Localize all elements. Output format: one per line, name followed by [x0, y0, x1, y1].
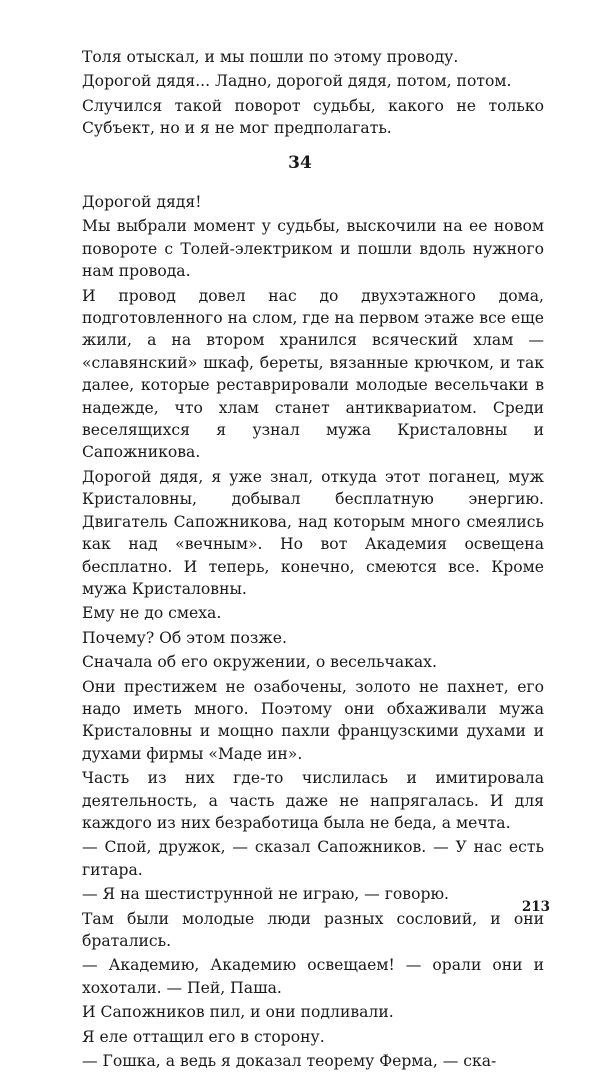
paragraph: — Я на шестиструнной не играю, — говорю. [82, 885, 449, 904]
intro-text [82, 46, 544, 140]
paragraph: Там были молодые люди разных сословий, и они братались. [82, 909, 544, 950]
paragraph: Я еле оттащил его в сторону. [82, 1027, 325, 1046]
paragraph: — Гошка, а ведь я доказал теорему Ферма, — ска- [82, 1052, 497, 1071]
chapter-body [82, 191, 544, 1072]
chapter-number: 34 [288, 153, 312, 173]
paragraph: Ему не до смеха. [82, 604, 222, 623]
paragraph: Мы выбрали момент у судьбы, выскочили на ее новом повороте с Толей-электриком и пошли вдоль нужного нам провода. [82, 217, 544, 281]
paragraph: Почему? Об этом позже. [82, 628, 287, 647]
paragraph: Случился такой поворот судьбы, какого не только Субъект, но и я не мог предполагать. [82, 96, 544, 138]
paragraph: Часть из них где-то числилась и имитировала деятельность, а часть даже не напрягалась. И для каждого из них безработица была не беда, а мечта. [82, 769, 544, 832]
page-number: 213 [521, 899, 550, 915]
paragraph: Дорогой дядя! [82, 193, 202, 211]
paragraph: Дорогой дядя... Ладно, дорогой дядя, потом, потом. [82, 72, 512, 91]
paragraph: Сначала об его окружении, о весельчаках. [82, 653, 437, 672]
paragraph: Они престижем не озабочены, золото не пахнет, его надо иметь много. Поэтому они обхаживали мужа Кристаловны и мощно пахли французскими духами и духами фирмы «Маде ин». [82, 677, 544, 763]
paragraph: — Спой, дружок, — сказал Сапожников. — У нас есть гитара. [82, 838, 544, 879]
paragraph: — Академию, Академию освещаем! — орали они и хохотали. — Пей, Паша. [82, 956, 544, 997]
paragraph: Толя отыскал, и мы пошли по этому проводу. [82, 48, 459, 66]
paragraph: И Сапожников пил, и они подливали. [82, 1003, 394, 1022]
paragraph: Дорогой дядя, я уже знал, откуда этот поганец, муж Кристаловны, добывал бесплатную энергию. Двигатель Сапожникова, над которым много смеялись как над «вечным». Но вот Академия освещена бесплатно. И теперь, конечно, смеются все. Кроме мужа Кристаловны. [82, 467, 544, 598]
paragraph: И провод довел нас до двухэтажного дома, подготовленного на слом, где на первом этаже все еще жили, а на втором хранился всяческий хлам — «славянский» шкаф, береты, вязанные крючком, и так далее, которые реставрировали молодые весельчаки в надежде, что хлам станет антиквариатом. Среди веселящихся я узнал мужа Кристаловны и Сапожникова. [82, 286, 544, 462]
